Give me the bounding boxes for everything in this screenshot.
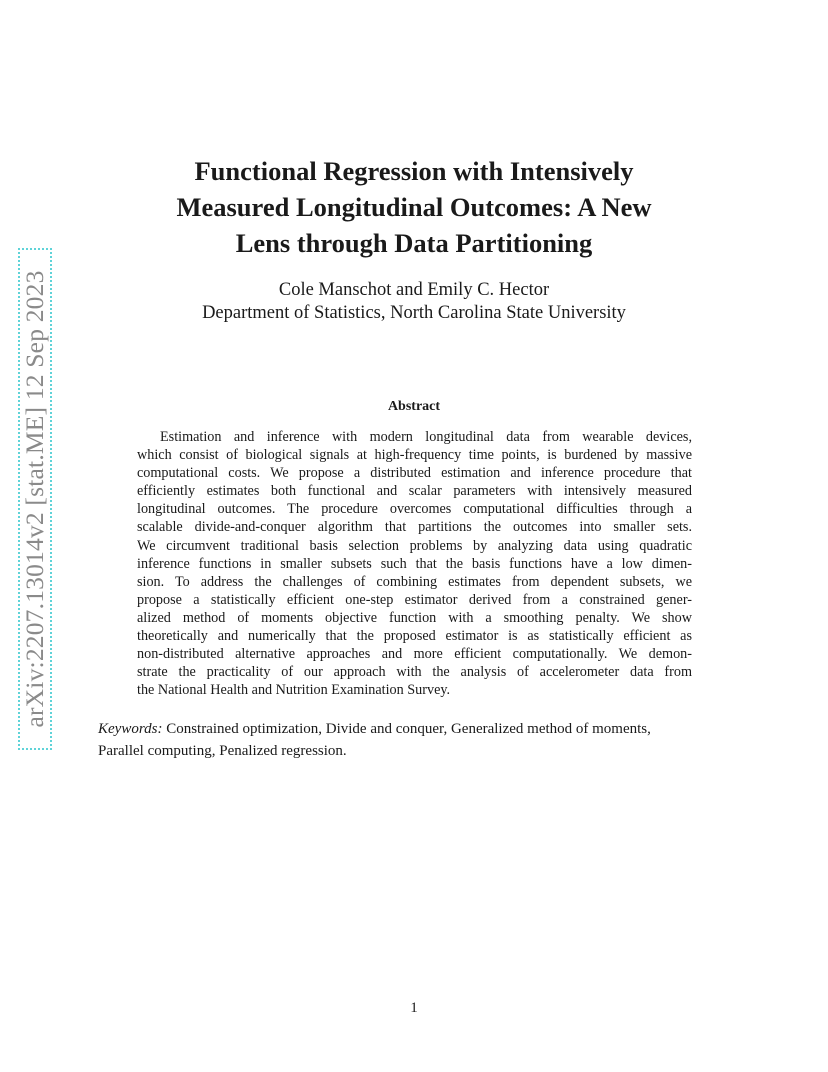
- author-names: Cole Manschot and Emily C. Hector: [278, 280, 550, 300]
- abstract-heading: Abstract: [387, 399, 441, 414]
- author-block: [100, 279, 728, 325]
- abstract-body: [137, 428, 692, 699]
- arxiv-identifier: arXiv:2207.13014v2 [stat.ME] 12 Sep 2023: [20, 270, 49, 728]
- abstract-line: inference functions in smaller subsets such that the basis functions have a low dimen-: [137, 555, 692, 572]
- paper-title: [100, 153, 728, 261]
- abstract-line: propose a statistically efficient one-step estimator derived from a constrained gener-: [137, 591, 692, 608]
- keywords-line: Constrained optimization, Divide and conquer, Generalized method of moments,: [162, 721, 651, 737]
- arxiv-stamp: [18, 248, 52, 750]
- abstract-line: computational costs. We propose a distributed estimation and inference procedure that: [137, 465, 692, 482]
- abstract-line: Estimation and inference with modern longitudinal data from wearable devices,: [160, 429, 692, 445]
- keywords-block: [98, 718, 732, 762]
- title-line: Lens through Data Partitioning: [235, 228, 593, 258]
- abstract-line: the National Health and Nutrition Examination Survey.: [137, 682, 451, 699]
- abstract-line: sion. To address the challenges of combining estimates from dependent subsets, we: [137, 573, 692, 590]
- abstract-line: We circumvent traditional basis selection problems by analyzing data using quadratic: [137, 537, 692, 554]
- abstract-line: alized method of moments objective function with a smoothing penalty. We show: [137, 609, 692, 626]
- title-line: Functional Regression with Intensively: [194, 156, 634, 186]
- affiliation: Department of Statistics, North Carolina State University: [202, 303, 626, 323]
- page-number: 1: [410, 1000, 418, 1016]
- title-line: Measured Longitudinal Outcomes: A New: [176, 192, 652, 222]
- abstract-line: strate the practicality of our approach with the analysis of accelerometer data from: [137, 664, 692, 681]
- abstract-line: efficiently estimates both functional and scalar parameters with intensively measured: [137, 483, 692, 500]
- keywords-line: Parallel computing, Penalized regression.: [98, 743, 347, 759]
- abstract-line: scalable divide-and-conquer algorithm that partitions the outcomes into smaller sets.: [137, 519, 692, 536]
- abstract-line: which consist of biological signals at high-frequency time points, is burdened by massive: [137, 447, 692, 464]
- abstract-line: longitudinal outcomes. The procedure overcomes computational difficulties through a: [137, 501, 692, 518]
- abstract-line: non-distributed alternative approaches and more efficient computationally. We demon-: [137, 646, 692, 663]
- abstract-line: theoretically and numerically that the proposed estimator is as statistically efficient as: [137, 628, 692, 645]
- keywords-label: Keywords:: [98, 721, 163, 737]
